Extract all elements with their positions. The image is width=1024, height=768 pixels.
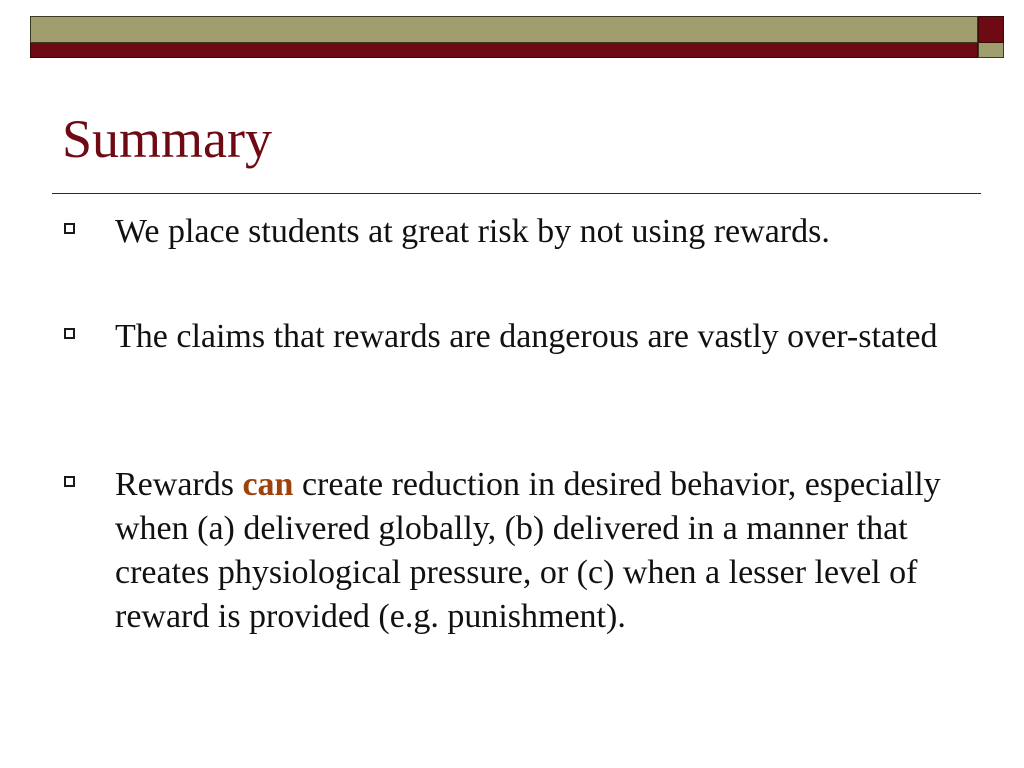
hollow-square-bullet-icon <box>64 223 75 234</box>
header-maroon-square <box>978 16 1004 43</box>
bullet-text-after: create reduction in desired behavior, especially when (a) delivered globally, (b) delivered in a manner that creates physiological pressure, or (c) when a lesser level of reward is provided (e.g. punishment). <box>115 466 941 635</box>
bullet-text <box>115 463 965 639</box>
header-olive-square <box>978 43 1004 58</box>
bullet-text: The claims that rewards are dangerous are vastly over-stated <box>115 318 938 355</box>
header-olive-bar <box>30 16 978 43</box>
bullet-text: We place students at great risk by not using rewards. <box>115 213 830 250</box>
slide-title: Summary <box>62 109 272 169</box>
hollow-square-bullet-icon <box>64 328 75 339</box>
title-divider <box>52 193 981 194</box>
hollow-square-bullet-icon <box>64 476 75 487</box>
bullet-text-before: Rewards <box>115 466 243 503</box>
header-maroon-bar <box>30 43 978 58</box>
emphasized-word: can <box>242 466 294 503</box>
